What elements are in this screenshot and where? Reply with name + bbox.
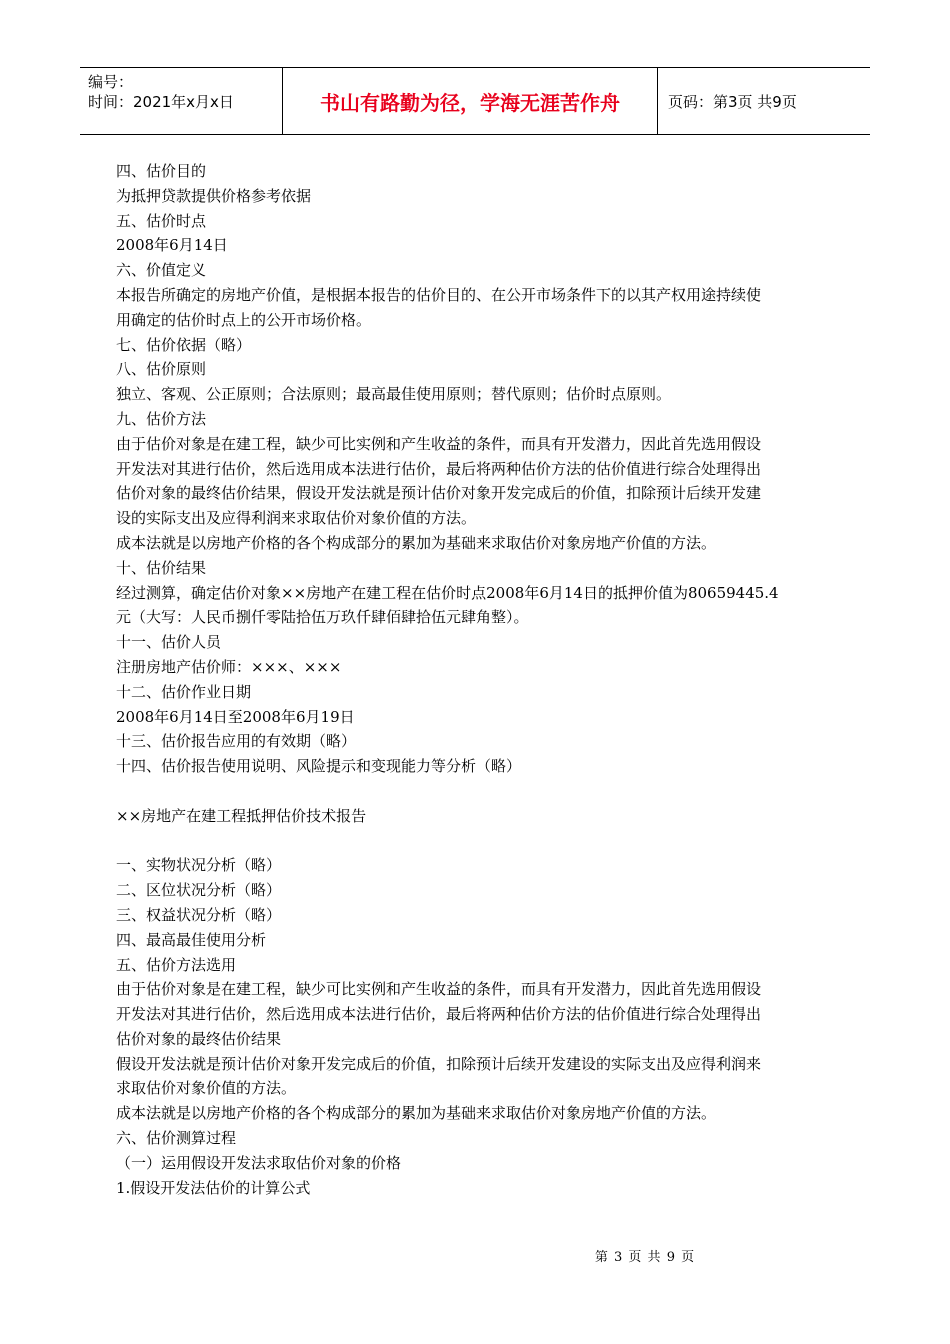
text-line: 五、估价时点 (116, 211, 207, 230)
header-table (80, 67, 870, 135)
header-motto: 书山有路勤为径，学海无涯苦作舟 (282, 68, 658, 134)
document-time: 时间：2021年x月x日 (88, 93, 234, 111)
text-line: 本报告所确定的房地产价值，是根据本报告的估价目的、在公开市场条件下的以其产权用途持续使 (116, 285, 762, 304)
text-line: 二、区位状况分析（略） (116, 881, 282, 900)
text-line: 开发法对其进行估价，然后选用成本法进行估价，最后将两种估价方法的估价值进行综合处理得出 (116, 1005, 762, 1024)
text-line: 五、估价方法选用 (116, 955, 237, 974)
text-line: 估价对象的最终估价结果，假设开发法就是预计估价对象开发完成后的价值，扣除预计后续开发建 (116, 484, 762, 503)
text-line: 成本法就是以房地产价格的各个构成部分的累加为基础来求取估价对象房地产价值的方法。 (116, 533, 717, 552)
text-line: 2008年6月14日至2008年6月19日 (116, 707, 355, 726)
text-line: 元（大写：人民币捌仟零陆拾伍万玖仟肆佰肆拾伍元肆角整）。 (116, 608, 529, 627)
text-line: 由于估价对象是在建工程，缺少可比实例和产生收益的条件，而具有开发潜力，因此首先选用假设 (116, 434, 762, 453)
text-line: 十、估价结果 (116, 558, 207, 577)
text-line: 成本法就是以房地产价格的各个构成部分的累加为基础来求取估价对象房地产价值的方法。 (116, 1104, 717, 1123)
text-line: 一、实物状况分析（略） (116, 856, 282, 875)
page-footer: 第 3 页 共 9 页 (594, 1250, 696, 1265)
text-line: 开发法对其进行估价，然后选用成本法进行估价，最后将两种估价方法的估价值进行综合处理得出 (116, 459, 762, 478)
text-line: 七、估价依据（略） (116, 335, 252, 354)
text-line: 由于估价对象是在建工程，缺少可比实例和产生收益的条件，而具有开发潜力，因此首先选用假设 (116, 980, 762, 999)
text-line: 六、估价测算过程 (116, 1129, 237, 1148)
text-line: 九、估价方法 (116, 409, 207, 428)
text-line: 三、权益状况分析（略） (116, 905, 282, 924)
text-line: 为抵押贷款提供价格参考依据 (116, 186, 312, 205)
blank-line (116, 779, 840, 804)
document-body (116, 159, 840, 1200)
text-line: ××房地产在建工程抵押估价技术报告 (116, 806, 367, 825)
text-line: 估价对象的最终估价结果 (116, 1029, 282, 1048)
text-line: 十二、估价作业日期 (116, 682, 252, 701)
text-line: 用确定的估价时点上的公开市场价格。 (116, 310, 372, 329)
text-line: （一）运用假设开发法求取估价对象的价格 (116, 1153, 402, 1172)
text-line: 十一、估价人员 (116, 633, 222, 652)
document-number: 编号： (88, 73, 134, 91)
header-page-number: 页码：第3页 共9页 (668, 92, 797, 111)
text-line: 十三、估价报告应用的有效期（略） (116, 732, 357, 751)
text-line: 六、价值定义 (116, 261, 207, 280)
text-line: 四、估价目的 (116, 162, 207, 180)
text-line: 设的实际支出及应得利润来求取估价对象价值的方法。 (116, 509, 477, 528)
header-meta (80, 68, 282, 134)
text-line: 四、最高最佳使用分析 (116, 930, 267, 949)
text-line: 注册房地产估价师：×××、××× (116, 657, 342, 676)
text-line: 十四、估价报告使用说明、风险提示和变现能力等分析（略） (116, 757, 522, 776)
text-line: 八、估价原则 (116, 360, 207, 379)
text-line: 经过测算，确定估价对象××房地产在建工程在估价时点2008年6月14日的抵押价值为80659445.4 (116, 583, 779, 602)
blank-line (116, 829, 840, 854)
text-line: 2008年6月14日 (116, 236, 228, 255)
text-line: 1.假设开发法估价的计算公式 (116, 1178, 311, 1197)
text-line: 假设开发法就是预计估价对象开发完成后的价值，扣除预计后续开发建设的实际支出及应得利润来 (116, 1054, 762, 1073)
text-line: 独立、客观、公正原则；合法原则；最高最佳使用原则；替代原则；估价时点原则。 (116, 385, 672, 404)
text-line: 求取估价对象价值的方法。 (116, 1079, 297, 1098)
